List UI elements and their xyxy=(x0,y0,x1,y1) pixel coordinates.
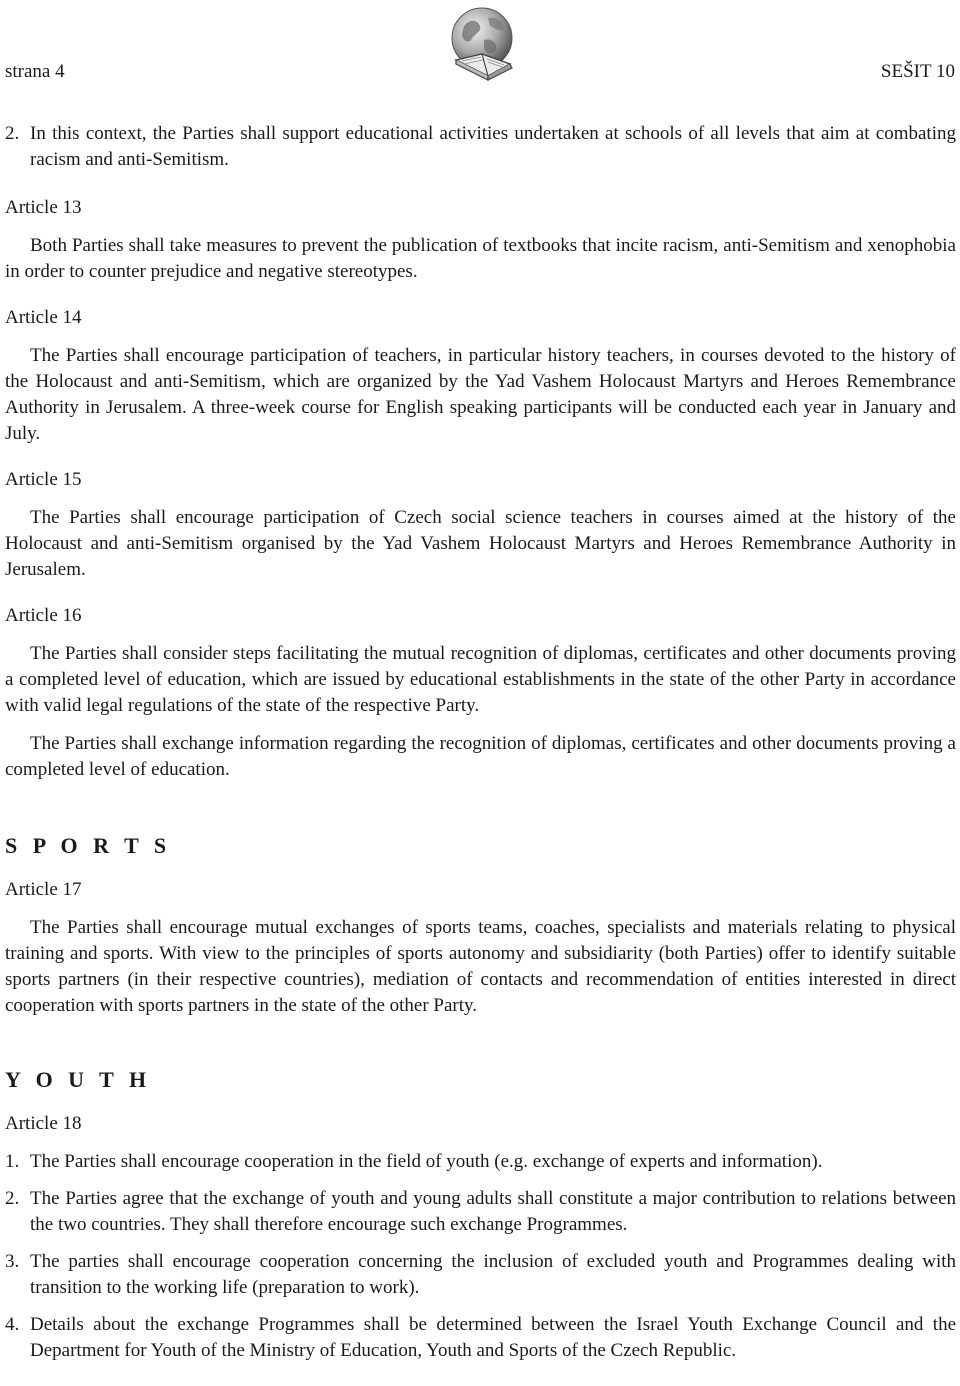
article-16-paragraph-2: The Parties shall exchange information regarding the recognition of diplomas, certificates and other documents proving a completed level of education. xyxy=(5,733,956,780)
list-item-text: The parties shall encourage cooperation concerning the inclusion of excluded youth and Programmes dealing with transition to the working life (preparation to work). xyxy=(30,1251,956,1298)
article-16-heading: Article 16 xyxy=(5,605,82,626)
list-item-number: 2. xyxy=(5,123,20,144)
article-17-heading: Article 17 xyxy=(5,879,82,900)
list-item-text: The Parties agree that the exchange of youth and young adults shall constitute a major contribution to relations between the two countries. They shall therefore encourage such exchange Programmes. xyxy=(30,1188,956,1235)
article-18-list xyxy=(5,1149,956,1364)
issue-label: SEŠIT 10 xyxy=(880,61,955,82)
list-item-text: The Parties shall encourage cooperation in the field of youth (e.g. exchange of experts and information). xyxy=(30,1151,823,1172)
article-17-paragraph: The Parties shall encourage mutual exchanges of sports teams, coaches, specialists and materials relating to physical training and sports. With view to the principles of sports autonomy and subsidiarity (both Parties) offer to identify suitable sports partners (in their respective countries), mediation of contacts and recommendation of entities interested in direct cooperation with sports partners in the state of the other Party. xyxy=(5,917,956,1016)
list-item-number: 4. xyxy=(5,1314,20,1335)
document-body xyxy=(5,121,956,1375)
list-item-text: In this context, the Parties shall support educational activities undertaken at schools of all levels that aim at combating racism and anti-Semitism. xyxy=(30,123,956,170)
globe-book-icon xyxy=(444,4,520,86)
list-item xyxy=(5,1249,956,1301)
list-item xyxy=(5,121,956,173)
article-16-paragraph-1: The Parties shall consider steps facilitating the mutual recognition of diplomas, certificates and other documents proving a completed level of education, which are issued by educational establishments in the state of the other Party in accordance with valid legal regulations of the state of the respective Party. xyxy=(5,643,956,716)
article-14-heading: Article 14 xyxy=(5,307,82,328)
list-item xyxy=(5,1149,956,1175)
article-15-paragraph: The Parties shall encourage participation of Czech social science teachers in courses aimed at the history of the Holocaust and anti-Semitism organised by the Yad Vashem Holocaust Martyrs and Heroes Remembrance Authority in Jerusalem. xyxy=(5,507,956,580)
list-item xyxy=(5,1186,956,1238)
article-13-paragraph: Both Parties shall take measures to prevent the publication of textbooks that incite racism, anti-Semitism and xenophobia in order to counter prejudice and negative stereotypes. xyxy=(5,235,956,282)
page-number-label: strana 4 xyxy=(5,61,65,82)
list-item-number: 3. xyxy=(5,1251,20,1272)
article-14-paragraph: The Parties shall encourage participation of teachers, in particular history teachers, in courses devoted to the history of the Holocaust and anti-Semitism, which are organized by the Yad Vashem Holocaust Martyrs and Heroes Remembrance Authority in Jerusalem. A three-week course for English speaking participants will be conducted each year in January and July. xyxy=(5,345,956,444)
list-item-number: 1. xyxy=(5,1151,20,1172)
sports-section-heading: S P O R T S xyxy=(5,833,172,858)
list-item xyxy=(5,1312,956,1364)
list-item-number: 2. xyxy=(5,1188,20,1209)
youth-section-heading: Y O U T H xyxy=(5,1067,152,1092)
list-item-text: Details about the exchange Programmes shall be determined between the Israel Youth Exchange Council and the Department for Youth of the Ministry of Education, Youth and Sports of the Czech Republic. xyxy=(30,1314,956,1361)
article-15-heading: Article 15 xyxy=(5,469,82,490)
article-13-heading: Article 13 xyxy=(5,197,82,218)
article-18-heading: Article 18 xyxy=(5,1113,82,1134)
